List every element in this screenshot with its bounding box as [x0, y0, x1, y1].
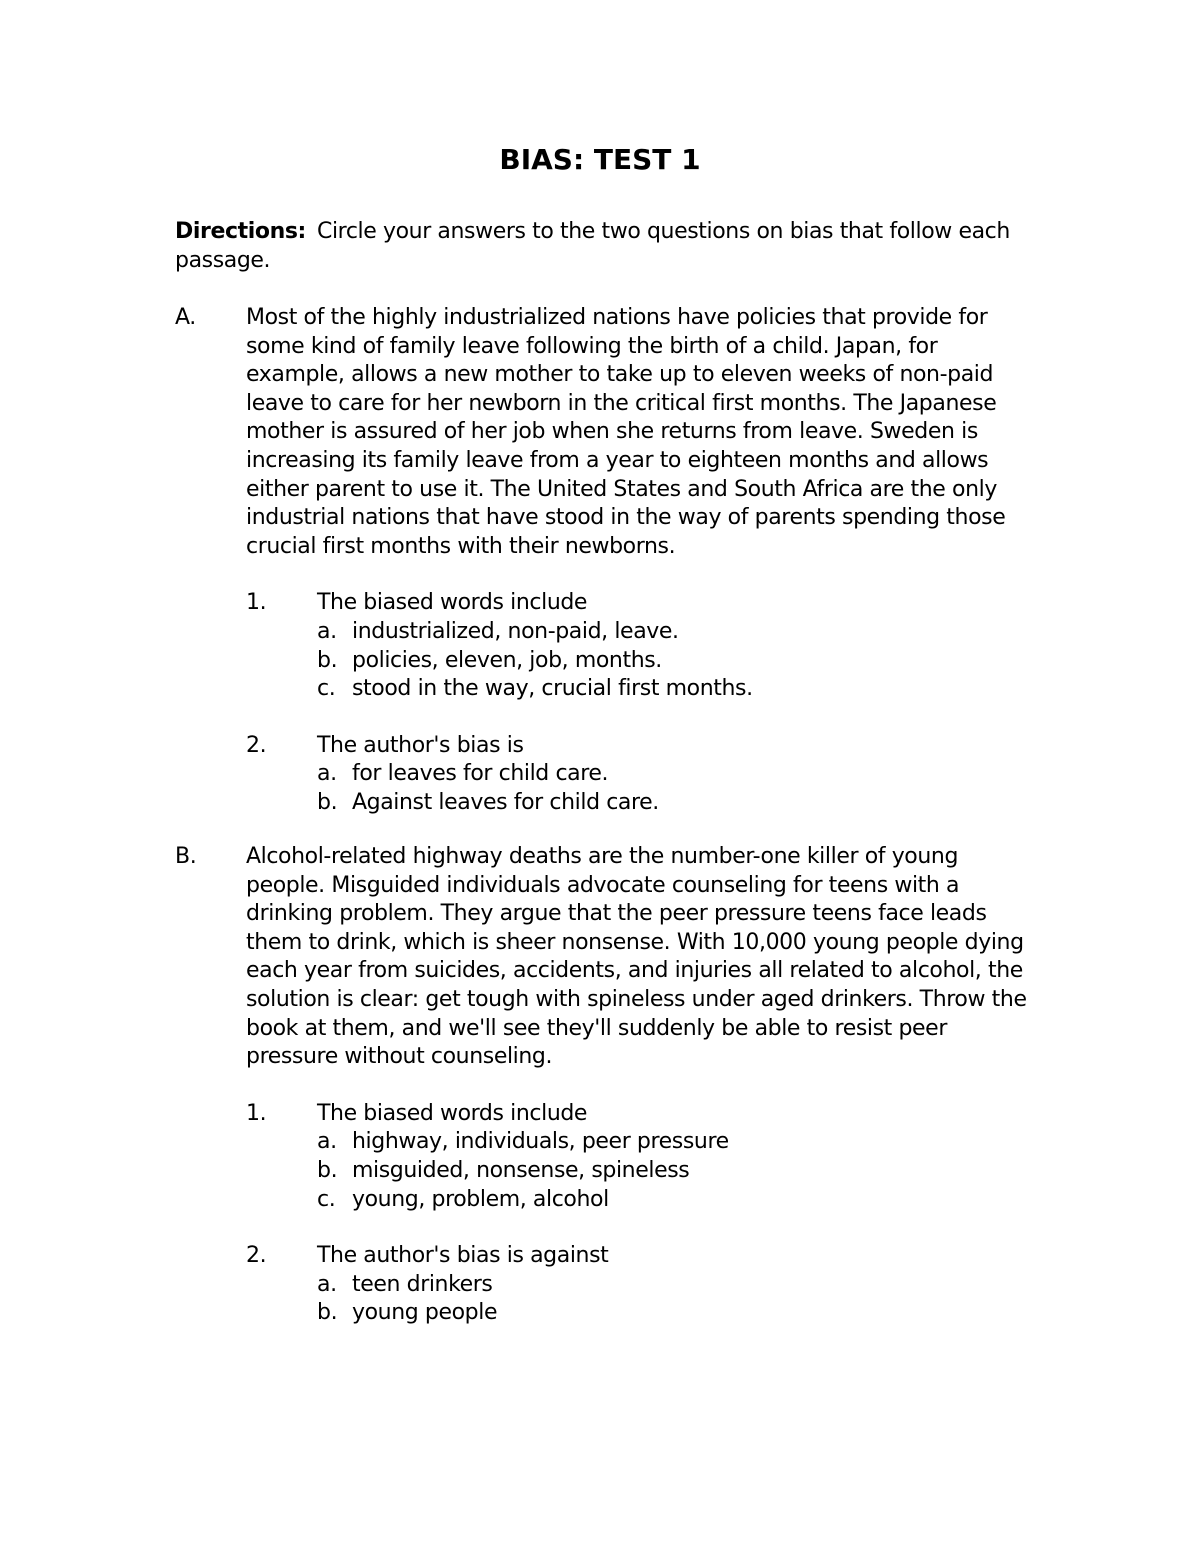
option-label: a. — [317, 1271, 337, 1297]
page-title: BIAS: TEST 1 — [499, 143, 701, 176]
question-number: 2. — [246, 732, 267, 758]
question-number: 1. — [246, 590, 267, 616]
section-letter: B. — [175, 844, 197, 869]
option-text: young people — [352, 1300, 498, 1326]
section-letter: A. — [175, 305, 196, 330]
answer-option[interactable] — [317, 760, 1055, 789]
option-label: a. — [317, 761, 337, 787]
answer-option[interactable] — [317, 1157, 1055, 1186]
option-text: young, problem, alcohol — [352, 1186, 609, 1212]
passage-text: Alcohol-related highway deaths are the number-one killer of young people. Misguided individuals advocate counseling for teens with a drinking problem. They argue that the peer pressure teens face leads them to drink, which is sheer nonsense. With 10,000 young people dying each year from suicides, accidents, and injuries all related to alcohol, the solution is clear: get tough with spineless under aged drinkers. Throw the book at them, and we'll see they'll suddenly be able to resist peer pressure without counseling. — [246, 844, 1027, 1070]
passage-text: Most of the highly industrialized nations have policies that provide for some kind of family leave following the birth of a child. Japan, for example, allows a new mother to take up to eleven weeks of non-paid leave to care for her newborn in the critical first months. The Japanese mother is assured of her job when she returns from leave. Sweden is increasing its family leave from a year to eighteen months and allows either parent to use it. The United States and South Africa are the only industrial nations that have stood in the way of parents spending those crucial first months with their newborns. — [246, 305, 1006, 559]
answer-option[interactable] — [317, 1299, 1055, 1328]
directions-text: Circle your answers to the two questions on bias that follow each passage. — [175, 219, 1010, 273]
answer-option[interactable] — [317, 1128, 1055, 1157]
question-text: The author's bias is — [317, 732, 524, 758]
answer-option[interactable] — [317, 675, 1055, 704]
option-label: b. — [317, 1157, 338, 1183]
question — [246, 589, 1055, 703]
question-text: The author's bias is against — [317, 1243, 609, 1269]
answer-option[interactable] — [317, 618, 1055, 647]
answer-option[interactable] — [317, 1271, 1055, 1300]
option-text: highway, individuals, peer pressure — [352, 1129, 729, 1155]
directions — [175, 218, 1035, 275]
option-label: c. — [317, 1186, 336, 1212]
question-text: The biased words include — [317, 590, 588, 616]
option-text: industrialized, non-paid, leave. — [352, 618, 679, 644]
answer-option[interactable] — [317, 647, 1055, 676]
question-number: 1. — [246, 1100, 267, 1126]
question — [246, 1100, 1055, 1214]
section-a — [175, 304, 1055, 818]
question — [246, 1242, 1055, 1328]
option-label: a. — [317, 1129, 337, 1155]
answer-option[interactable] — [317, 1186, 1055, 1215]
option-text: teen drinkers — [352, 1271, 493, 1297]
option-label: b. — [317, 789, 338, 815]
question-number: 2. — [246, 1243, 267, 1269]
question — [246, 732, 1055, 818]
option-label: b. — [317, 1300, 338, 1326]
option-label: a. — [317, 618, 337, 644]
option-text: misguided, nonsense, spineless — [352, 1157, 690, 1183]
answer-option[interactable] — [317, 789, 1055, 818]
question-text: The biased words include — [317, 1100, 588, 1126]
option-label: b. — [317, 647, 338, 673]
section-b — [175, 843, 1055, 1328]
option-label: c. — [317, 676, 336, 702]
directions-label: Directions: — [175, 219, 306, 244]
option-text: policies, eleven, job, months. — [352, 647, 662, 673]
option-text: for leaves for child care. — [352, 761, 609, 787]
option-text: stood in the way, crucial first months. — [352, 676, 753, 702]
option-text: Against leaves for child care. — [352, 789, 659, 815]
